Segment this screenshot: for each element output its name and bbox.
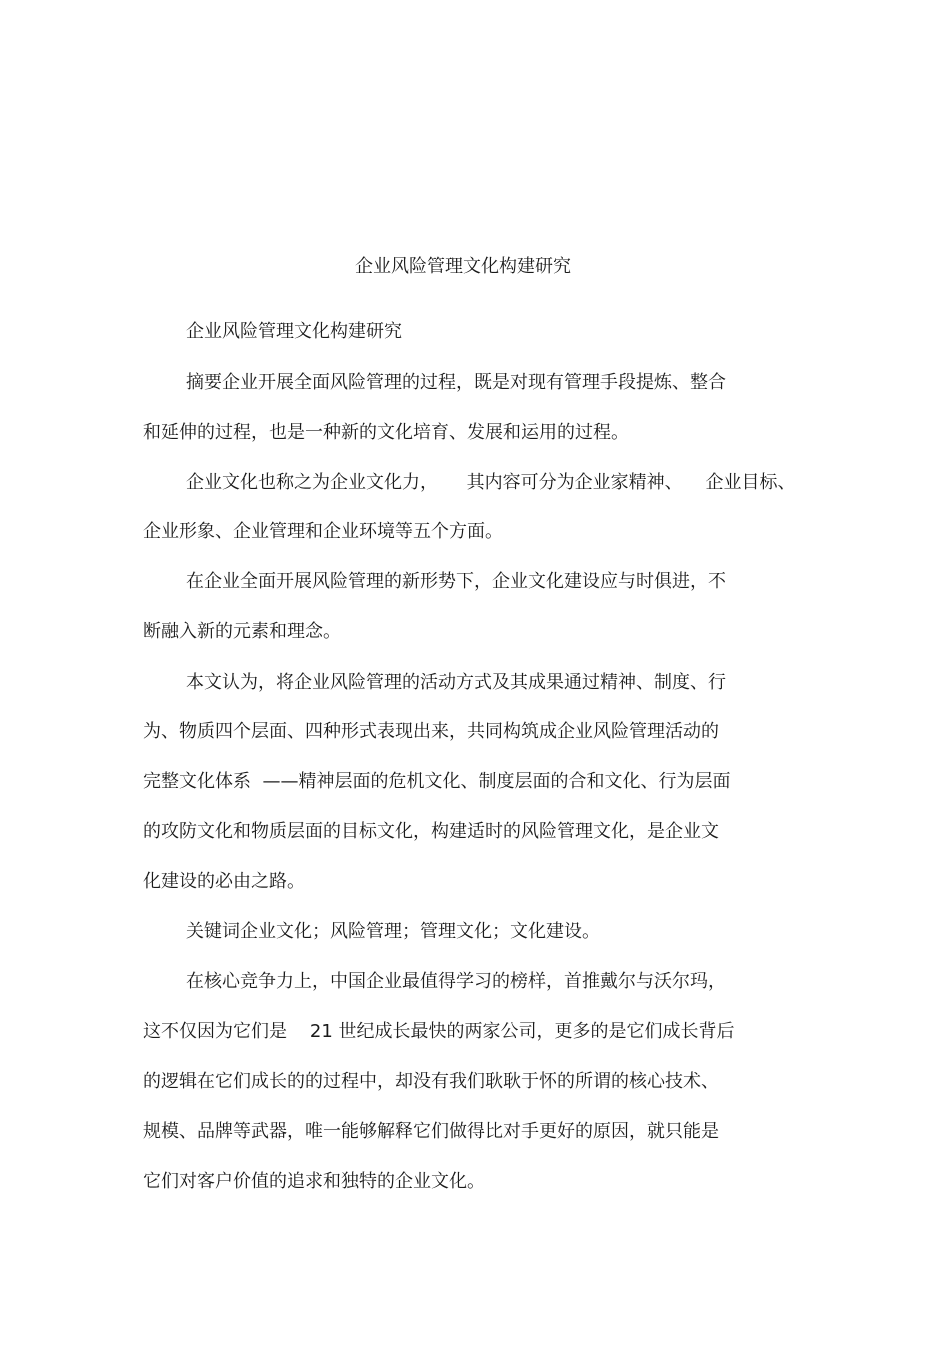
body-line-culture-2: 企业形象、企业管理和企业环境等五个方面。 bbox=[143, 521, 503, 542]
body-line-dell-4: 规模、品牌等武器，唯一能够解释它们做得比对手更好的原因，就只能是 bbox=[143, 1121, 719, 1142]
body-line-thesis-4: 的攻防文化和物质层面的目标文化，构建适时的风险管理文化，是企业文 bbox=[143, 821, 719, 842]
body-line-culture-1: 企业文化也称之为企业文化力， 其内容可分为企业家精神、 企业目标、 bbox=[186, 472, 796, 493]
body-line-dell-1: 在核心竞争力上，中国企业最值得学习的榜样，首推戴尔与沃尔玛， bbox=[186, 971, 726, 992]
body-line-thesis-1: 本文认为，将企业风险管理的活动方式及其成果通过精神、制度、行 bbox=[186, 672, 726, 693]
body-line-abstract-1: 摘要企业开展全面风险管理的过程，既是对现有管理手段提炼、整合 bbox=[186, 372, 726, 393]
body-line-keywords: 关键词企业文化；风险管理；管理文化；文化建设。 bbox=[186, 921, 600, 942]
body-line-thesis-5: 化建设的必由之路。 bbox=[143, 871, 305, 892]
body-line-thesis-3: 完整文化体系 ——精神层面的危机文化、制度层面的合和文化、行为层面 bbox=[143, 771, 731, 792]
body-line-context-1: 在企业全面开展风险管理的新形势下，企业文化建设应与时俱进，不 bbox=[186, 571, 726, 592]
body-line-dell-2: 这不仅因为它们是 21 世纪成长最快的两家公司，更多的是它们成长背后 bbox=[143, 1021, 735, 1042]
body-line-dell-5: 它们对客户价值的追求和独特的企业文化。 bbox=[143, 1171, 485, 1192]
body-line-dell-3: 的逻辑在它们成长的的过程中，却没有我们耿耿于怀的所谓的核心技术、 bbox=[143, 1071, 719, 1092]
body-line-context-2: 断融入新的元素和理念。 bbox=[143, 621, 341, 642]
body-line-abstract-2: 和延伸的过程，也是一种新的文化培育、发展和运用的过程。 bbox=[143, 422, 629, 443]
document-title: 企业风险管理文化构建研究 bbox=[355, 256, 571, 277]
body-line-subtitle: 企业风险管理文化构建研究 bbox=[186, 321, 402, 342]
body-line-thesis-2: 为、物质四个层面、四种形式表现出来，共同构筑成企业风险管理活动的 bbox=[143, 721, 719, 742]
